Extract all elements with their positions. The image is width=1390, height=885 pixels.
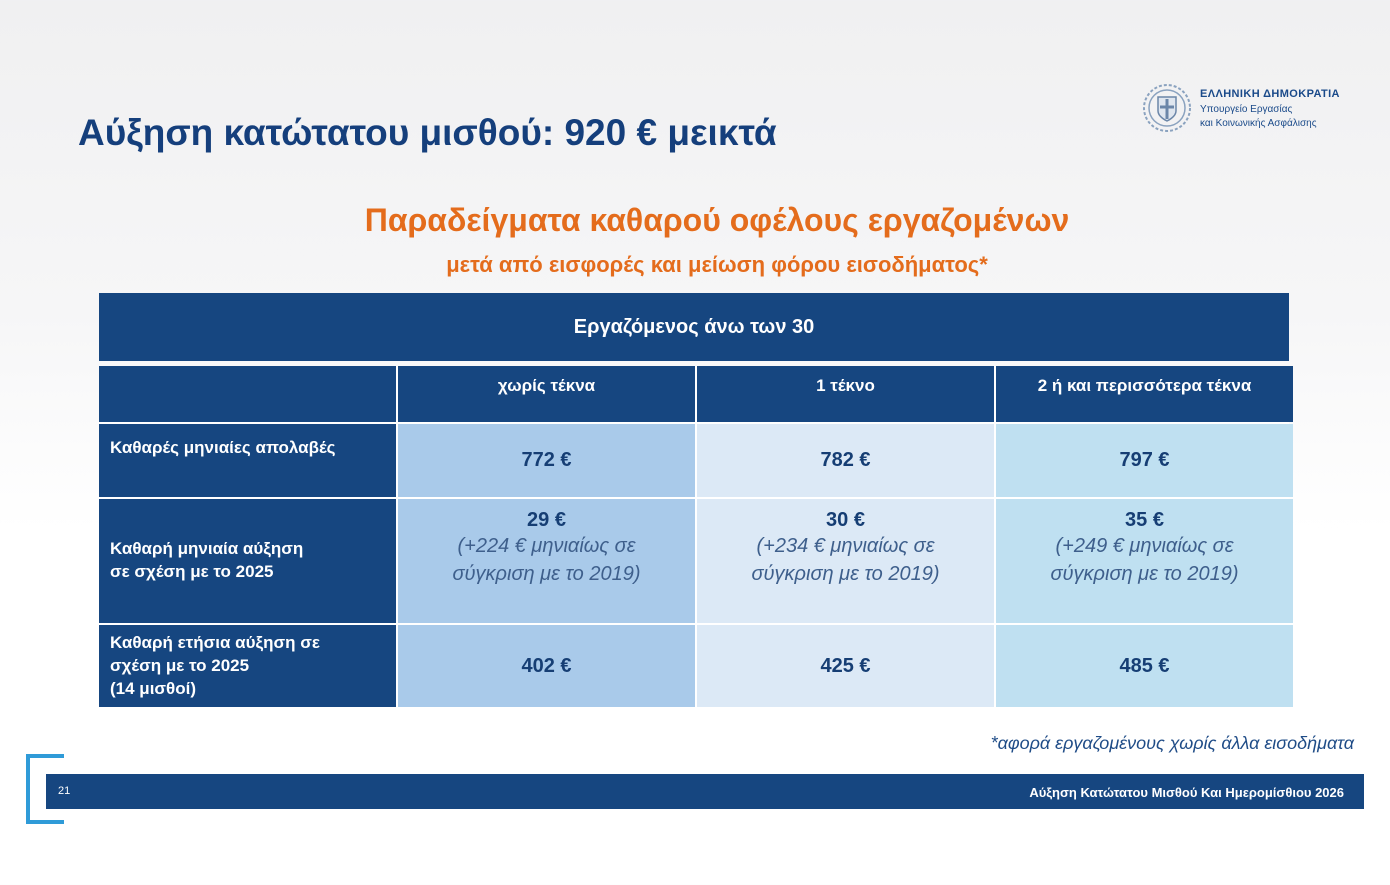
footer-title: Αύξηση Κατώτατου Μισθού Και Ημερομίσθιου 2026 <box>1029 785 1344 800</box>
table-cell <box>996 625 1293 707</box>
table-cell <box>996 499 1293 623</box>
row-label-net-monthly <box>99 424 396 497</box>
table-cell <box>697 424 994 497</box>
row-label-line: Καθαρές μηνιαίες απολαβές <box>110 438 336 457</box>
row-label-annual-increase <box>99 625 396 707</box>
logo-title: ΕΛΛΗΝΙΚΗ ΔΗΜΟΚΡΑΤΙΑ <box>1200 88 1340 100</box>
column-header-no-children: χωρίς τέκνα <box>398 366 695 422</box>
cell-value: 485 € <box>1119 654 1170 677</box>
table-cell <box>697 499 994 623</box>
benefits-table <box>99 293 1289 708</box>
table-cell <box>697 625 994 707</box>
greek-coat-of-arms-icon <box>1142 83 1192 133</box>
cell-note: σύγκριση με το 2019) <box>1050 563 1239 585</box>
slide-title: Αύξηση κατώτατου μισθού: 920 € μεικτά <box>78 112 777 153</box>
table-cell <box>398 499 695 623</box>
table-banner: Εργαζόμενος άνω των 30 <box>99 293 1289 361</box>
footnote: *αφορά εργαζομένους χωρίς άλλα εισοδήματα <box>990 733 1354 753</box>
page-number: 21 <box>58 785 71 797</box>
row-label-line: σχέση με το 2025 <box>110 656 250 675</box>
row-label-line: Καθαρή μηνιαία αύξηση <box>110 539 304 558</box>
ministry-logo <box>1142 83 1372 137</box>
footer-bar <box>46 774 1364 809</box>
cell-value: 29 € <box>527 509 566 531</box>
cell-value: 782 € <box>820 449 871 471</box>
row-label-line: Καθαρή ετήσια αύξηση σε <box>110 633 320 652</box>
table-cell <box>398 625 695 707</box>
section-subheading: μετά από εισφορές και μείωση φόρου εισοδήματος* <box>446 252 988 277</box>
column-header-empty <box>99 366 396 422</box>
logo-ministry-line2: και Κοινωνικής Ασφάλισης <box>1200 118 1317 129</box>
column-header-two-plus-children: 2 ή και περισσότερα τέκνα <box>996 366 1293 422</box>
row-label-monthly-increase <box>99 499 396 623</box>
cell-note: (+224 € μηνιαίως σε <box>457 535 636 557</box>
cell-value: 425 € <box>820 654 871 677</box>
logo-ministry-line1: Υπουργείο Εργασίας <box>1200 104 1293 115</box>
cell-value: 30 € <box>826 509 865 531</box>
table-cell <box>996 424 1293 497</box>
row-label-line: σε σχέση με το 2025 <box>110 562 274 581</box>
cell-note: σύγκριση με το 2019) <box>751 563 940 585</box>
row-label-line: (14 μισθοί) <box>110 679 197 698</box>
cell-value: 35 € <box>1125 509 1164 531</box>
table-cell <box>398 424 695 497</box>
cell-note: σύγκριση με το 2019) <box>452 563 641 585</box>
section-heading: Παραδείγματα καθαρού οφέλους εργαζομένων <box>364 202 1070 238</box>
cell-note: (+249 € μηνιαίως σε <box>1055 535 1234 557</box>
column-header-one-child: 1 τέκνο <box>697 366 994 422</box>
cell-value: 772 € <box>521 449 572 471</box>
cell-note: (+234 € μηνιαίως σε <box>756 535 935 557</box>
cell-value: 402 € <box>521 654 572 677</box>
cell-value: 797 € <box>1119 449 1170 471</box>
table-grid <box>99 366 1289 708</box>
